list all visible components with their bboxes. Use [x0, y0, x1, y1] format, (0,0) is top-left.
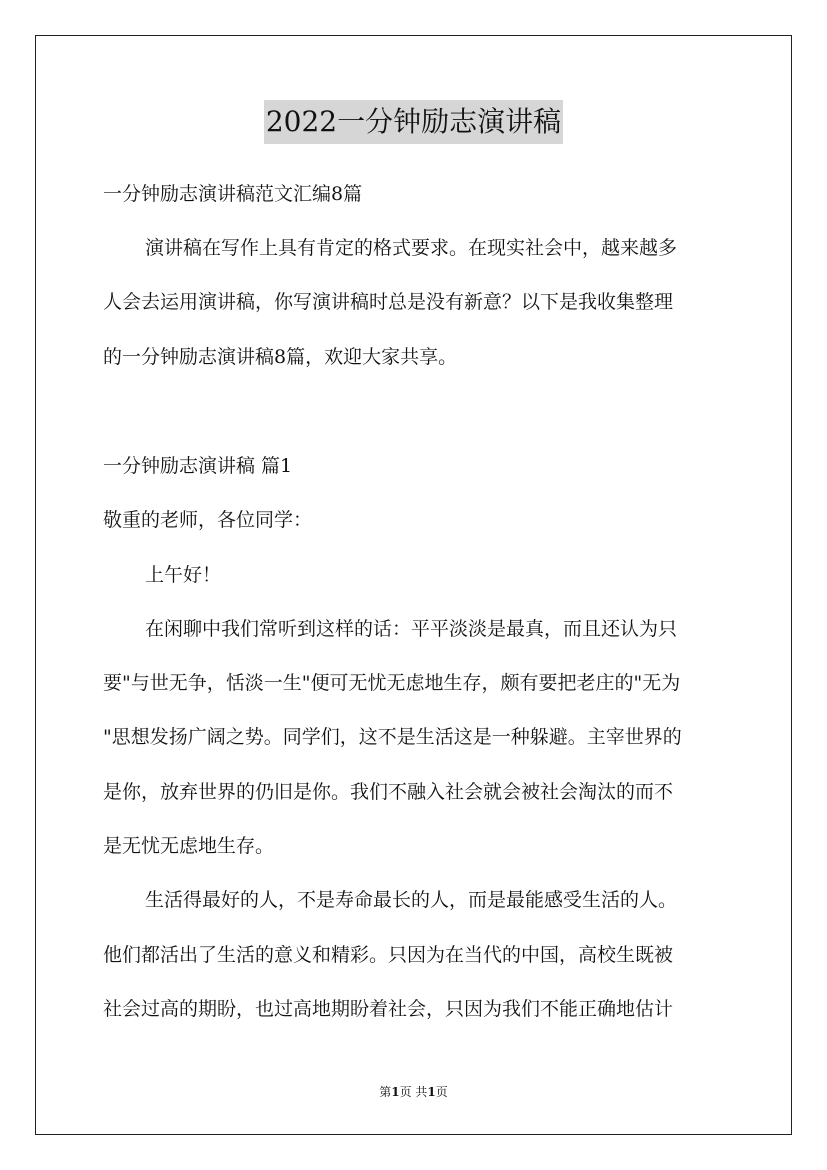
paragraph1-line-4: 是你，放弃世界的仍旧是你。我们不融入社会就会被社会淘汰的而不 — [103, 781, 674, 803]
paragraph2-line-1: 生活得最好的人，不是寿命最长的人，而是最能感受生活的人。 — [145, 889, 678, 911]
document-title: 2022一分钟励志演讲稿 — [264, 100, 563, 144]
title-container — [0, 100, 827, 144]
paragraph2-line-2: 他们都活出了生活的意义和精彩。只因为在当代的中国，高校生既被 — [103, 944, 674, 966]
intro-line-3: 的一分钟励志演讲稿8篇，欢迎大家共享。 — [103, 346, 458, 368]
page-total: 1 — [427, 1085, 436, 1099]
paragraph1-line-1: 在闲聊中我们常听到这样的话：平平淡淡是最真，而且还认为只 — [145, 618, 678, 640]
paragraph1-line-2: 要"与世无争，恬淡一生"便可无忧无虑地生存，颇有要把老庄的"无为 — [103, 672, 681, 694]
salutation: 敬重的老师，各位同学： — [103, 509, 313, 531]
paragraph2-line-3: 社会过高的期盼，也过高地期盼着社会，只因为我们不能正确地估计 — [103, 998, 674, 1020]
page-current: 1 — [391, 1085, 400, 1099]
page-prefix: 第 — [379, 1085, 392, 1099]
paragraph1-line-3: "思想发扬广阔之势。同学们，这不是生活这是一种躲避。主宰世界的 — [103, 726, 682, 748]
page-footer — [0, 1084, 827, 1100]
document-subtitle: 一分钟励志演讲稿范文汇编8篇 — [103, 183, 363, 205]
greeting: 上午好！ — [145, 564, 222, 586]
paragraph1-line-5: 是无忧无虑地生存。 — [103, 835, 275, 857]
section-heading: 一分钟励志演讲稿 篇1 — [103, 455, 293, 477]
intro-line-2: 人会去运用演讲稿，你写演讲稿时总是没有新意？以下是我收集整理 — [103, 291, 674, 313]
page-mid: 页 共 — [399, 1085, 428, 1099]
page-suffix: 页 — [435, 1085, 448, 1099]
intro-line-1: 演讲稿在写作上具有肯定的格式要求。在现实社会中，越来越多 — [145, 237, 678, 259]
